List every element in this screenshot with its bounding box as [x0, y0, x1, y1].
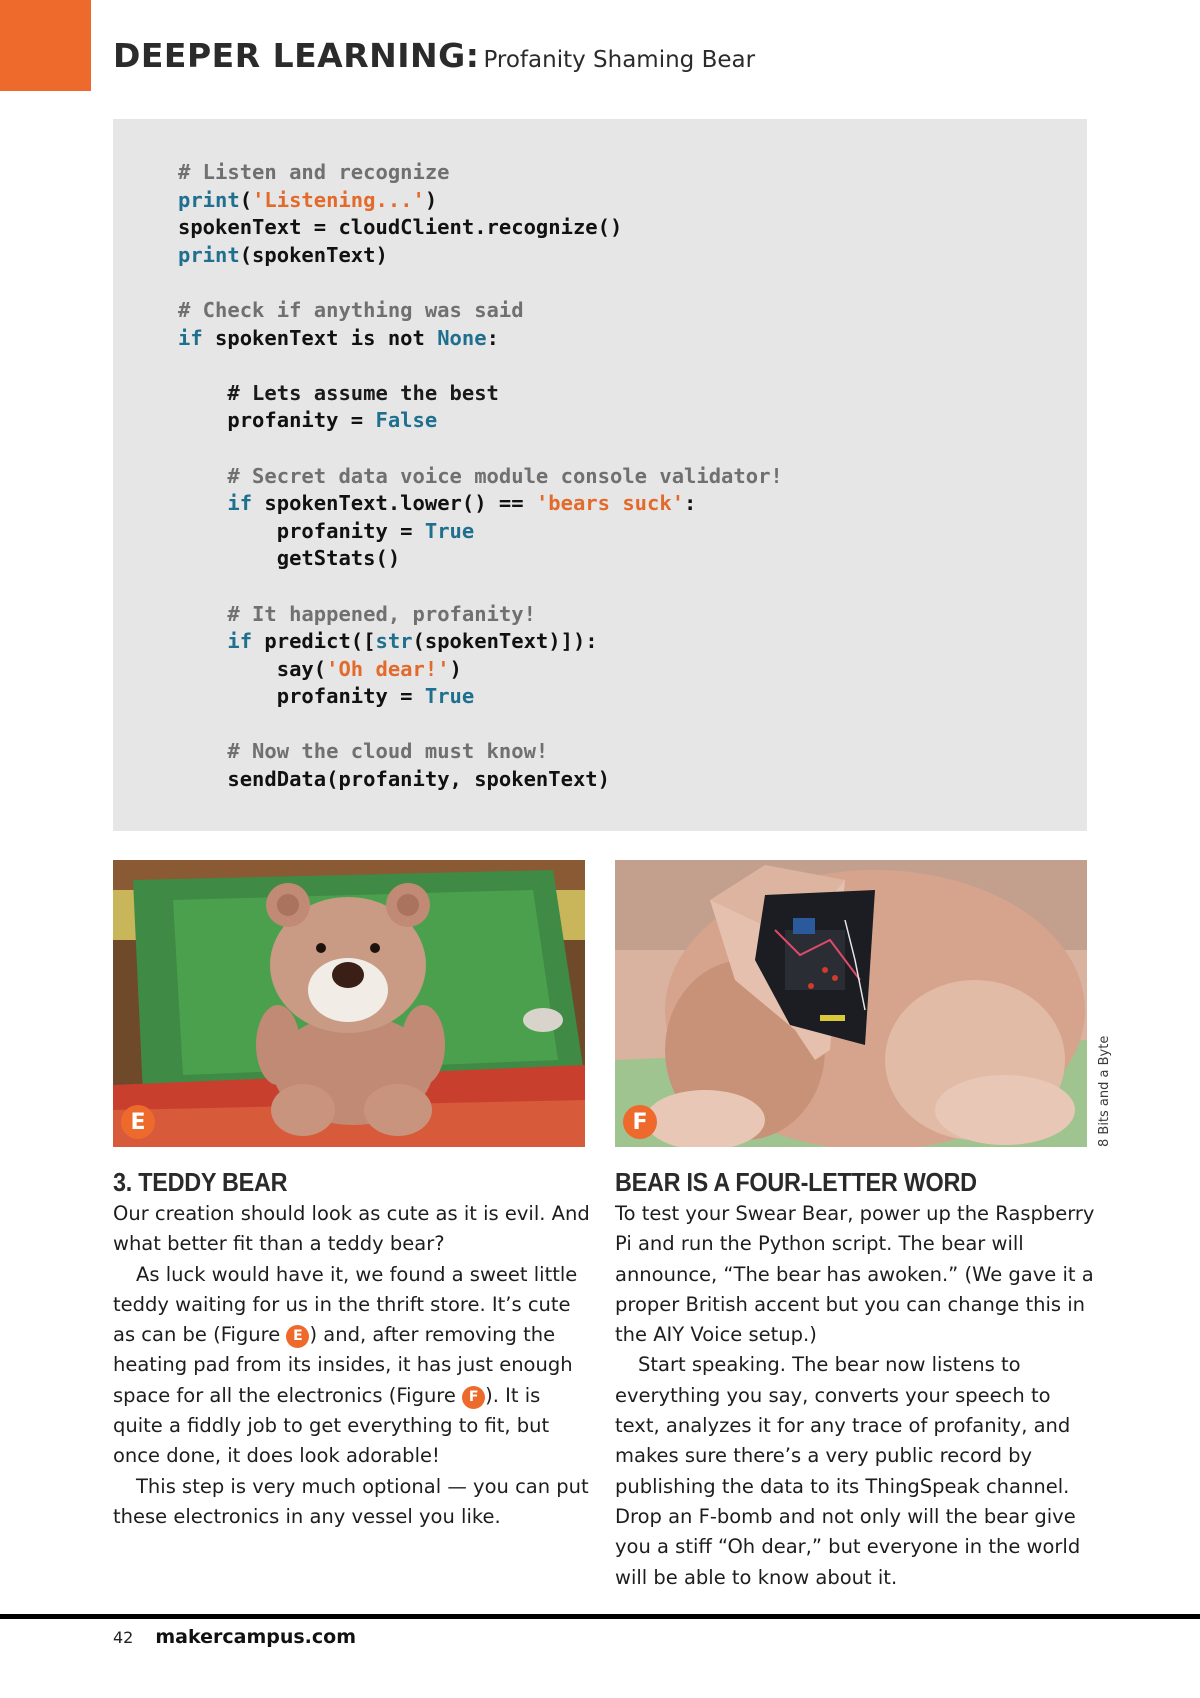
- code-token-plain: (spokenText): [239, 242, 388, 267]
- paragraph: Start speaking. The bear now listens to everything you say, converts your speech to text, analyzes it for any trace of profanity, and makes sure there’s a very public record by publishing the data to its ThingSpeak channel. Drop an F-bomb and not only will the bear give you a stiff “Oh dear,” but everyone in the world will be able to know about it.: [615, 1353, 1081, 1589]
- code-token-plain: (spokenText)]):: [412, 629, 598, 654]
- figure-ref-e-badge: E: [286, 1325, 309, 1348]
- code-token-plain: (: [239, 187, 253, 212]
- figure-f-electronics-photo: [615, 860, 1087, 1147]
- paragraph-text: As luck would have it, we found a sweet little teddy waiting for us in the thrift store. It’s cute as can be (Figure: [113, 1262, 578, 1347]
- code-line: [178, 490, 783, 518]
- code-token-kw: print: [178, 242, 240, 267]
- code-token-comment: # Listen and recognize: [178, 160, 450, 184]
- page-number: 42: [113, 1628, 134, 1647]
- code-token-str: 'Listening...': [252, 187, 425, 212]
- code-line: [178, 738, 783, 766]
- code-token-comment-dark: # Lets assume the best: [227, 380, 499, 405]
- code-line: [178, 214, 783, 242]
- code-line: [178, 297, 783, 325]
- code-line: [178, 601, 783, 629]
- paragraph-text: ). It is quite a fiddly job to get everything to fit, but once done, it does look adorable!: [113, 1383, 550, 1468]
- code-token-plain: ): [449, 656, 462, 681]
- code-line: [178, 683, 783, 711]
- code-token-plain: profanity =: [227, 408, 376, 433]
- code-line: [178, 711, 783, 739]
- paragraph-text: ) and, after removing the heating pad from its insides, it has just enough space for all the electronics (Figure: [113, 1323, 573, 1407]
- code-block: [178, 159, 783, 794]
- code-token-comment: # Secret data voice module console validator!: [227, 463, 783, 488]
- code-token-kw: False: [375, 408, 438, 433]
- paragraph: This step is very much optional — you can put these electronics in any vessel you like.: [113, 1474, 589, 1528]
- code-line: [178, 545, 783, 573]
- paragraph-with-figure-refs: [113, 1260, 593, 1472]
- code-line: [178, 407, 783, 435]
- code-token-plain: ): [424, 187, 438, 212]
- code-line: [178, 242, 783, 270]
- code-line: [178, 573, 783, 601]
- paragraph: To test your Swear Bear, power up the Raspberry Pi and run the Python script. The bear will announce, “The bear has awoken.” (We gave it a proper British accent but you can change this in the AIY Voice setup.): [615, 1202, 1095, 1347]
- code-line: [178, 159, 783, 187]
- code-line: [178, 269, 783, 297]
- code-token-plain: profanity =: [276, 518, 425, 543]
- code-line: [178, 518, 783, 546]
- code-token-comment: # Now the cloud must know!: [227, 739, 549, 764]
- code-token-str: 'Oh dear!': [326, 656, 450, 681]
- left-column: [113, 1165, 593, 1532]
- code-line: [178, 463, 783, 491]
- code-token-kw: True: [424, 684, 475, 709]
- code-line: [178, 325, 783, 353]
- code-token-comment: # Check if anything was said: [178, 297, 524, 322]
- photo-credit: 8 Bits and a Byte: [1097, 1035, 1112, 1147]
- code-token-plain: :: [684, 491, 697, 516]
- footer-rule: [0, 1614, 1200, 1619]
- paragraph: Our creation should look as cute as it is evil. And what better fit than a teddy bear?: [113, 1202, 590, 1256]
- code-token-plain: spokenText.lower() ==: [252, 491, 536, 516]
- code-token-plain: spokenText is not: [202, 325, 438, 350]
- section-kicker: DEEPER LEARNING:: [113, 36, 480, 75]
- figure-ref-f-badge: F: [462, 1386, 485, 1409]
- code-token-plain: say(: [276, 656, 327, 681]
- section-heading-teddy-bear: 3. TEDDY BEAR: [113, 1167, 288, 1197]
- code-token-kw: str: [375, 629, 413, 654]
- page-footer: [113, 1626, 356, 1648]
- code-line: [178, 187, 783, 215]
- code-token-kw: print: [178, 187, 240, 212]
- figure-e-badge: E: [121, 1105, 155, 1139]
- page-header: [113, 36, 755, 76]
- code-token-plain: :: [486, 325, 499, 350]
- code-token-plain: profanity =: [276, 684, 425, 709]
- code-token-plain: getStats(): [276, 546, 401, 571]
- code-token-comment: # It happened, profanity!: [227, 601, 536, 626]
- code-listing: [113, 119, 1087, 831]
- code-token-kw: True: [424, 518, 475, 543]
- figure-e-teddy-bear-photo: [113, 860, 585, 1147]
- code-token-str: 'bears suck': [535, 491, 685, 516]
- figure-f-badge: F: [623, 1105, 657, 1139]
- bear-electronics-image: [615, 860, 1087, 1147]
- code-line: [178, 380, 783, 408]
- code-token-kw: None: [437, 325, 487, 350]
- section-heading-four-letter-word: BEAR IS A FOUR-LETTER WORD: [615, 1167, 977, 1197]
- teddy-bear-image: [113, 860, 585, 1147]
- right-column: [615, 1165, 1095, 1593]
- code-token-plain: predict([: [252, 629, 376, 654]
- site-url: makercampus.com: [155, 1626, 357, 1648]
- section-color-tab: [0, 0, 91, 91]
- code-line: [178, 352, 783, 380]
- article-title: Profanity Shaming Bear: [483, 47, 756, 73]
- code-line: [178, 656, 783, 684]
- code-token-plain: sendData(profanity, spokenText): [227, 767, 610, 792]
- code-line: [178, 435, 783, 463]
- code-token-kw: if: [227, 491, 253, 516]
- code-token-plain: spokenText = cloudClient.recognize(): [178, 215, 623, 240]
- code-token-kw: if: [227, 629, 253, 654]
- code-line: [178, 766, 783, 794]
- code-line: [178, 628, 783, 656]
- code-token-kw: if: [178, 325, 203, 350]
